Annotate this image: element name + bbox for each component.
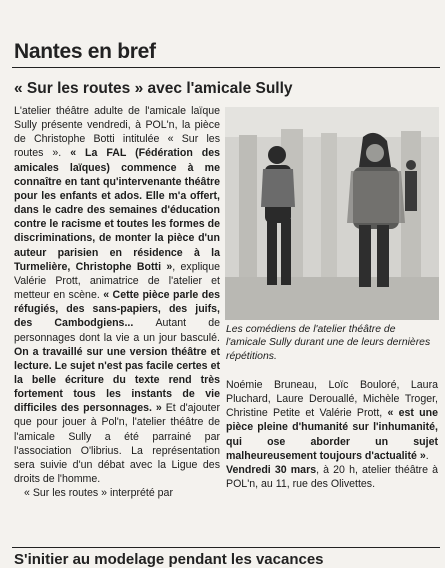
rehearsal-photo (225, 107, 439, 320)
article-paragraph-3: « Sur les routes » interprété par (24, 487, 173, 500)
next-article-headline: S'initier au modelage pendant les vacances (14, 551, 324, 568)
quote-3: On a travaillé sur une version théâtre et lecture. Le sujet n'est pas facile certes et la belle écriture du texte rend très fortement tous les instants de vie difficiles des personnages. » (14, 345, 220, 415)
quote-2: « Cette pièce parle des réfugiés, des sans-papiers, des juifs, des Cambodgiens... (14, 289, 220, 330)
interjection-text: Autant de personnages dont la vie a un jour basculé. (14, 317, 221, 344)
quote-1: « La FAL (Fédération des amicales laïques) commence à me connaître en tant qu'intervenante théâtre pour les enfants et ados. Elle m'a offert, dans le cadre des semaines d'éducation contre le racisme et toutes les formes de discriminations, de monter la pièce d'un auteur parisien en résidence à la Turmelière, Christophe Botti » (14, 147, 220, 273)
attribution-text: , explique Valérie Prott, animatrice de l'atelier et metteur en scène. (14, 260, 220, 302)
cast-list: Noémie Bruneau, Loïc Bouloré, Laura Pluchard, Laure Derouallé, Michèle Troger, Christine Petite et Valérie Prott, (226, 379, 438, 420)
section-title: Nantes en bref (14, 40, 156, 63)
bottom-rule (12, 547, 440, 548)
photo-caption: Les comédiens de l'atelier théâtre de l'amicale Sully durant une de leurs dernières répétitions. (226, 324, 431, 362)
article-photo (225, 107, 439, 320)
article-headline: « Sur les routes » avec l'amicale Sully (14, 80, 293, 97)
article-column-right (226, 378, 438, 491)
section-rule (12, 67, 440, 68)
article-paragraph-4 (226, 378, 438, 463)
event-details: , à 20 h, atelier théâtre à POL'n, au 11, rue des Olivettes. (226, 463, 438, 491)
article-paragraph-2: Et d'ajouter que pour jouer à Pol'n, l'atelier théâtre de l'amicale Sully a été parrainé par l'association O'librius. La représentation sera suivie d'un débat avec la Ligue des droits de l'homme. (14, 402, 220, 486)
event-info (226, 463, 438, 491)
quote-4-end: . (425, 449, 429, 462)
article-paragraph-1 (14, 104, 220, 486)
intro-text: L'atelier théâtre adulte de l'amicale laïque Sully présente vendredi, à POL'n, la pièce de Christophe Botti intitulée « Sur les routes ». (14, 105, 220, 160)
article-column-left (14, 104, 220, 500)
event-date: Vendredi 30 mars (226, 463, 317, 476)
quote-4: « est une pièce pleine d'humanité sur l'inhumanité, qui ose aborder un sujet malheureusement toujours d'actualité » (226, 407, 438, 462)
